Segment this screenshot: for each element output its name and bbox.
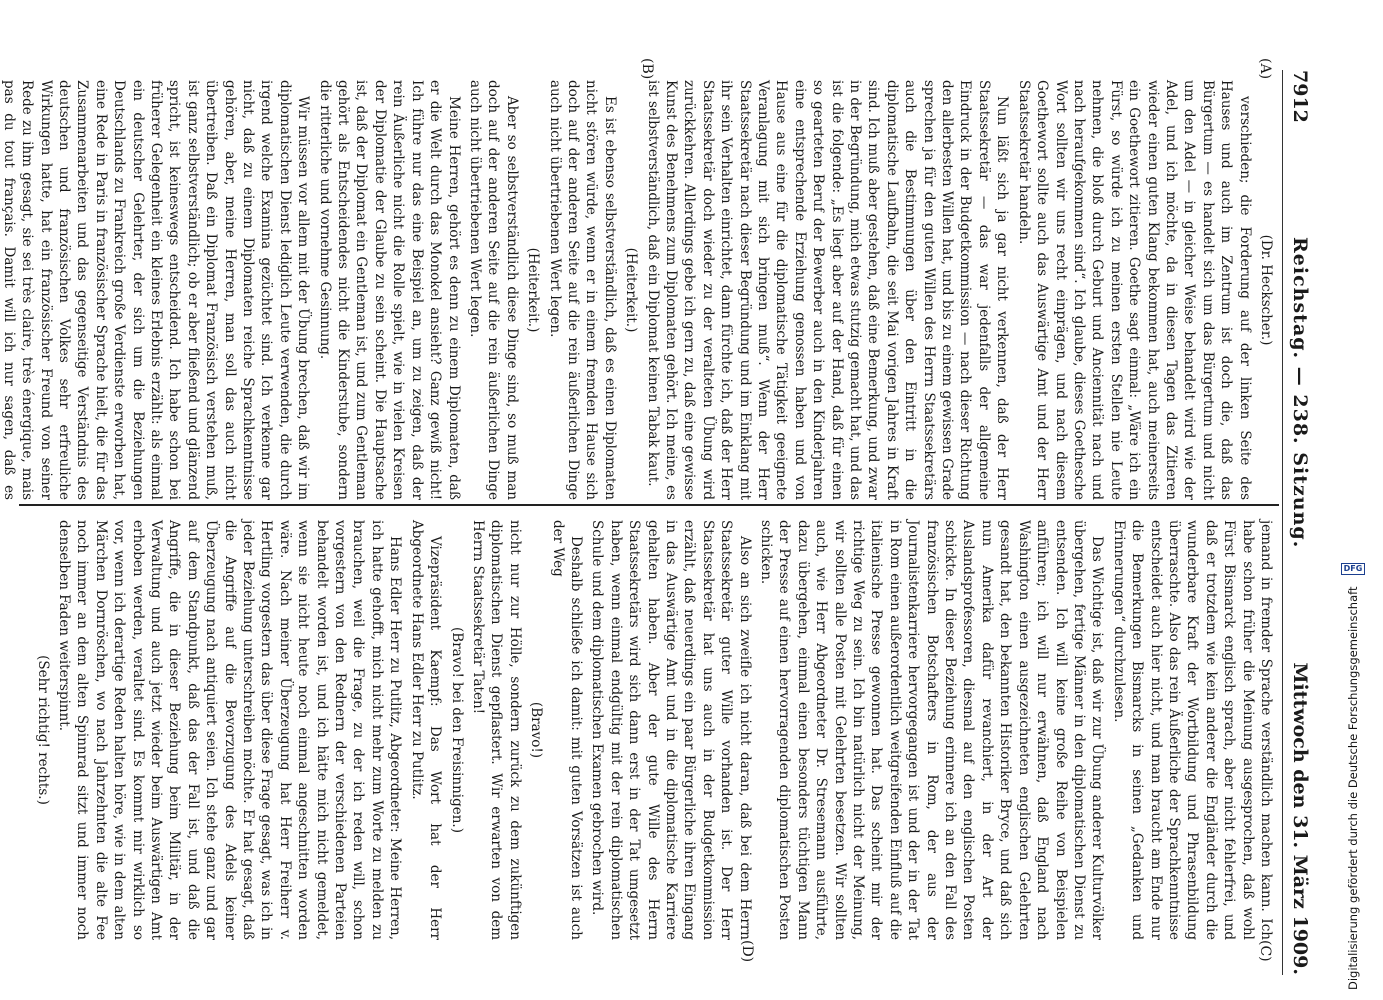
- interjection: (Bravo! bei den Freisinnigen.): [448, 627, 465, 833]
- interjection: (Heiterkeit.): [525, 247, 542, 333]
- paragraph: Das Wichtige ist, daß wir zur Übung anderer Kulturvölker übergehen, fertige Männer in den diplomatischen Dienst zu entsenden. Ich will keine große Reihe von Beispielen anführen; ich will nur erwähnen, daß England nach Washington einen ausgezeichneten englischen Gelehrten gesandt hat, den bekannten Historiker Bryce, und daß sich nun Amerika dafür revanchiert, in der Art der Auslandsprofessoren, diesmal auf den englischen Posten schickte. In dieser Beziehung erinnere ich an den Fall des französischen Botschafters in Rom, der aus der Journalistenkarriere hervorgegangen ist und der in der Tat in Rom einen außerordentlich weitgreifenden Einfluß auf die italienische Presse gewonnen hat. Das scheint mir der richtige Weg zu sein. Ich bin natürlich nicht der Meinung, wir sollten alle Posten mit Gelehrten besetzen. Wir sollten auch, wie Herr Abgeordneter Dr. Stresemann ausführte, dazu übergehen, einmal einen besonders tüchtigen Mann der Presse auf einen hervorragenden diplomatischen Posten schicken.: [758, 520, 1106, 940]
- paragraph: Nun läßt sich ja gar nicht verkennen, daß der Herr Staatssekretär — das war jedenfalls der allgemeine Eindruck in der Budgetkommission — nach dieser Richtung den allerbesten Willen hat, und bis zu einem gewissen Grade sprechen ja für den guten Willen des Herrn Staatssekretärs auch die Bestimmungen über den Eintritt in die diplomatische Laufbahn, die seit Mai vorigen Jahres in Kraft sind. Ich muß aber gestehen, daß eine Bemerkung, und zwar in der Begründung, mich etwas stutzig gemacht hat, und das ist die folgende: „Es liegt aber auf der Hand, daß für einen so gearteten Beruf der Bewerber auch in den Kinderjahren eine entsprechende Erziehung genossen haben und von Hause aus eine für die diplomatische Tätigkeit geeignete Veranlagung mit sich bringen muß“. Wenn der Herr Staatssekretär nach dieser Begründung und im Einklang mit ihr sein Verhalten einrichtet, dann fürchte ich, daß der Herr Staatssekretär doch wieder zu der veralteten Übung wird zurückkehren. Allerdings gebe ich gern zu, daß eine gewisse Kunst des Benehmens zum Diplomaten gehört. Ich meine, es ist selbstverständlich, daß ein Diplomat keinen Tabak kaut.: [644, 80, 1011, 500]
- paragraph: Deshalb schließe ich damit: mit guten Vorsätzen ist auch der Weg: [549, 520, 584, 940]
- dfg-logo-icon: DFG: [1341, 563, 1365, 575]
- paragraph: verschieden; die Forderung auf der linken Seite des Hauses und auch im Zentrum ist doch die, daß das Bürgertum — es handelt sich um das Bürgertum und nicht um den Adel — in gleicher Weise behandelt wird wie der Adel, und ich möchte, da in diesen Tagen das Zitieren wieder einen guten Klang bekommen hat, auch meinerseits ein Goethewort zitieren. Goethe sagt einmal: „Wäre ich ein Fürst, so würde ich zu meinen ersten Stellen nie Leute nehmen, die bloß durch Geburt und Anciennität nach und nach heraufgekommen sind“. Ich glaube, dieses Goethesche Wort sollten wir uns recht einprägen, und nach diesem Goethewort sollte auch das Auswärtige Amt und der Herr Staatssekretär handeln.: [1015, 80, 1253, 500]
- paragraph: Vizepräsident Kaempf: Das Wort hat der Herr Abgeordnete Hans Edler Herr zu Putlitz.: [408, 520, 444, 940]
- credit-text: Digitalisierung gefördert durch die Deutsche Forschungsgemeinschaft: [1346, 586, 1360, 990]
- paragraph: Also an sich zweifle ich nicht daran, daß bei dem Herrn Staatssekretär guter Wille vorhanden ist. Der Herr Staatssekretär hat uns auch in der Budgetkommission erzählt, daß neuerdings ein paar Bürgerliche ihren Eingang in das Auswärtige Amt und in die diplomatische Karriere gehalten haben. Aber der gute Wille des Herrn Staatssekretärs wird sich dann erst in der Tat umgesetzt haben, wenn einmal endgültig mit der rein diplomatischen Schule und dem diplomatischen Examen gebrochen wird.: [589, 520, 753, 940]
- paragraph: Aber so selbstverständlich diese Dinge sind, so muß man doch auf der anderen Seite auf die rein äußerlichen Dinge auch nicht übertriebenen Wert legen.: [466, 80, 520, 500]
- margin-letter-a: (A): [1257, 58, 1273, 80]
- margin-letter-c: (C): [1257, 940, 1273, 962]
- page-number: 7912: [1289, 70, 1311, 123]
- interjection: (Sehr richtig! rechts.): [34, 655, 51, 805]
- interjection: (Heiterkeit.): [623, 247, 640, 333]
- paragraph: Meine Herren, gehört es denn zu einem Diplomaten, daß er die Welt durch das Monokel ansieht? Ganz gewiß nicht! Ich führe nur das eine Beispiel an, um zu zeigen, daß der rein Äußerliche nicht die Rolle spielt, wie in vielen Kreisen der Diplomatie der Glaube zu sein scheint. Die Hauptsache ist, daß der Diplomat ein Gentleman ist, und zum Gentleman gehört als Entscheidendes nicht die Kinderstube, sondern die ritterliche und vornehme Gesinnung.: [316, 80, 462, 500]
- page-header: [1282, 70, 1317, 975]
- paragraph: jemand in fremder Sprache verständlich machen kann. Ich habe schon früher die Meinung ausgesprochen, daß wohl Fürst Bismarck englisch sprach, aber nicht fehlerfrei, und daß er trotzdem wie kein anderer die Engländer durch die wunderbare Kraft der Wortbildung und Phrasenbildung überraschte. Also das rein Äußerliche der Sprachkenntnisse entscheidet auch hier nicht, und man braucht am Ende nur die Bemerkungen Bismarcks in seinen „Gedanken und Erinnerungen“ durchzulesen.: [1110, 520, 1274, 940]
- digitization-credit: [1343, 557, 1363, 990]
- column-divider: [19, 504, 1279, 506]
- paragraph: nicht nur zur Hölle, sondern zurück zu dem zukünftigen diplomatischen Dienst gepflastert. Wir erwarten von dem Herrn Staatssekretär Taten!: [469, 520, 523, 940]
- header-date: Mittwoch den 31. März 1909.: [1289, 662, 1311, 975]
- paragraph: Hans Edler Herr zu Putlitz, Abgeordneter: Meine Herren, ich hatte gehofft, mich nicht mehr zum Worte zu melden zu brauchen, weil die Frage, zu der ich reden will, schon vorgestern von den Rednern der verschiedenen Parteien behandelt worden ist, und ich hätte mich nicht gemeldet, wenn sie nicht heute noch einmal angeschnitten worden wäre. Nach meiner Überzeugung hat Herr Freiherr v. Hertling vorgestern das über diese Frage gesagt, was ich in jeder Beziehung unterschreiben möchte. Er hat gesagt, daß die Angriffe auf die Bevorzugung des Adels keiner Überzeugung nach antiquiert seien. Ich stehe ganz und gar auf dem Standpunkt, daß das der Fall ist, und daß die Angriffe, die in dieser Beziehung beim Militär, in der Verwaltung und auch jetzt wieder beim Auswärtigen Amt erhoben werden, veraltet sind. Es kommt mir wirklich so vor, wenn ich derartige Reden halten höre, wie in dem alten Märchen Dornröschen, wo nach Jahrzehnten die alte Fee noch immer an dem alten Spinnrad sitzt und immer noch denselben Faden weiterspinnt.: [56, 520, 404, 940]
- margin-letter-d: (D): [739, 940, 755, 963]
- left-column: [0, 80, 1275, 500]
- header-title: Reichstag. — 238. Sitzung.: [1289, 237, 1311, 549]
- paragraph: Es ist ebenso selbstverständlich, daß es einen Diplomaten nicht stören würde, wenn er in einem fremden Hause sich doch auf der anderen Seite auf die rein äußerlichen Dinge auch nicht übertriebenen Wert legen.: [546, 80, 618, 500]
- margin-letter-b: (B): [639, 58, 655, 80]
- interjection: (Bravo!): [528, 701, 545, 759]
- speaker-tag: (Dr. Heckscher.): [1258, 234, 1274, 346]
- right-column: [30, 520, 1275, 940]
- paragraph: Wir müssen vor allem mit der Übung brechen, daß wir im diplomatischen Dienst lediglich Leute verwenden, die durch irgend welche Examina gezüchtet sind. Ich verkenne gar nicht, daß zu einem Diplomaten reiche Sprachkenntnisse gehören, aber, meine Herren, man soll das auch nicht übertreiben. Daß ein Diplomat Französisch verstehen muß, ist ganz selbstverständlich; ob er aber fließend und glänzend spricht, ist keineswegs entscheidend. Ich habe schon bei früherer Gelegenheit ein kleines Erlebnis erzählt: als einmal ein deutscher Gelehrter, der sich um die Beziehungen Deutschlands zu Frankreich große Verdienste erworben hat, eine Rede in Paris in französischer Sprache hielt, die für das Zusammenarbeiten und das gegenseitige Verständnis des deutschen und französischen Volkes sehr erfreuliche Wirkungen hatte, hat ein französischer Freund von seiner Rede zu ihm gesagt, sie sei très claire, très énergique, mais pas du tout français. Damit will ich nur sagen, daß es: [0, 80, 312, 500]
